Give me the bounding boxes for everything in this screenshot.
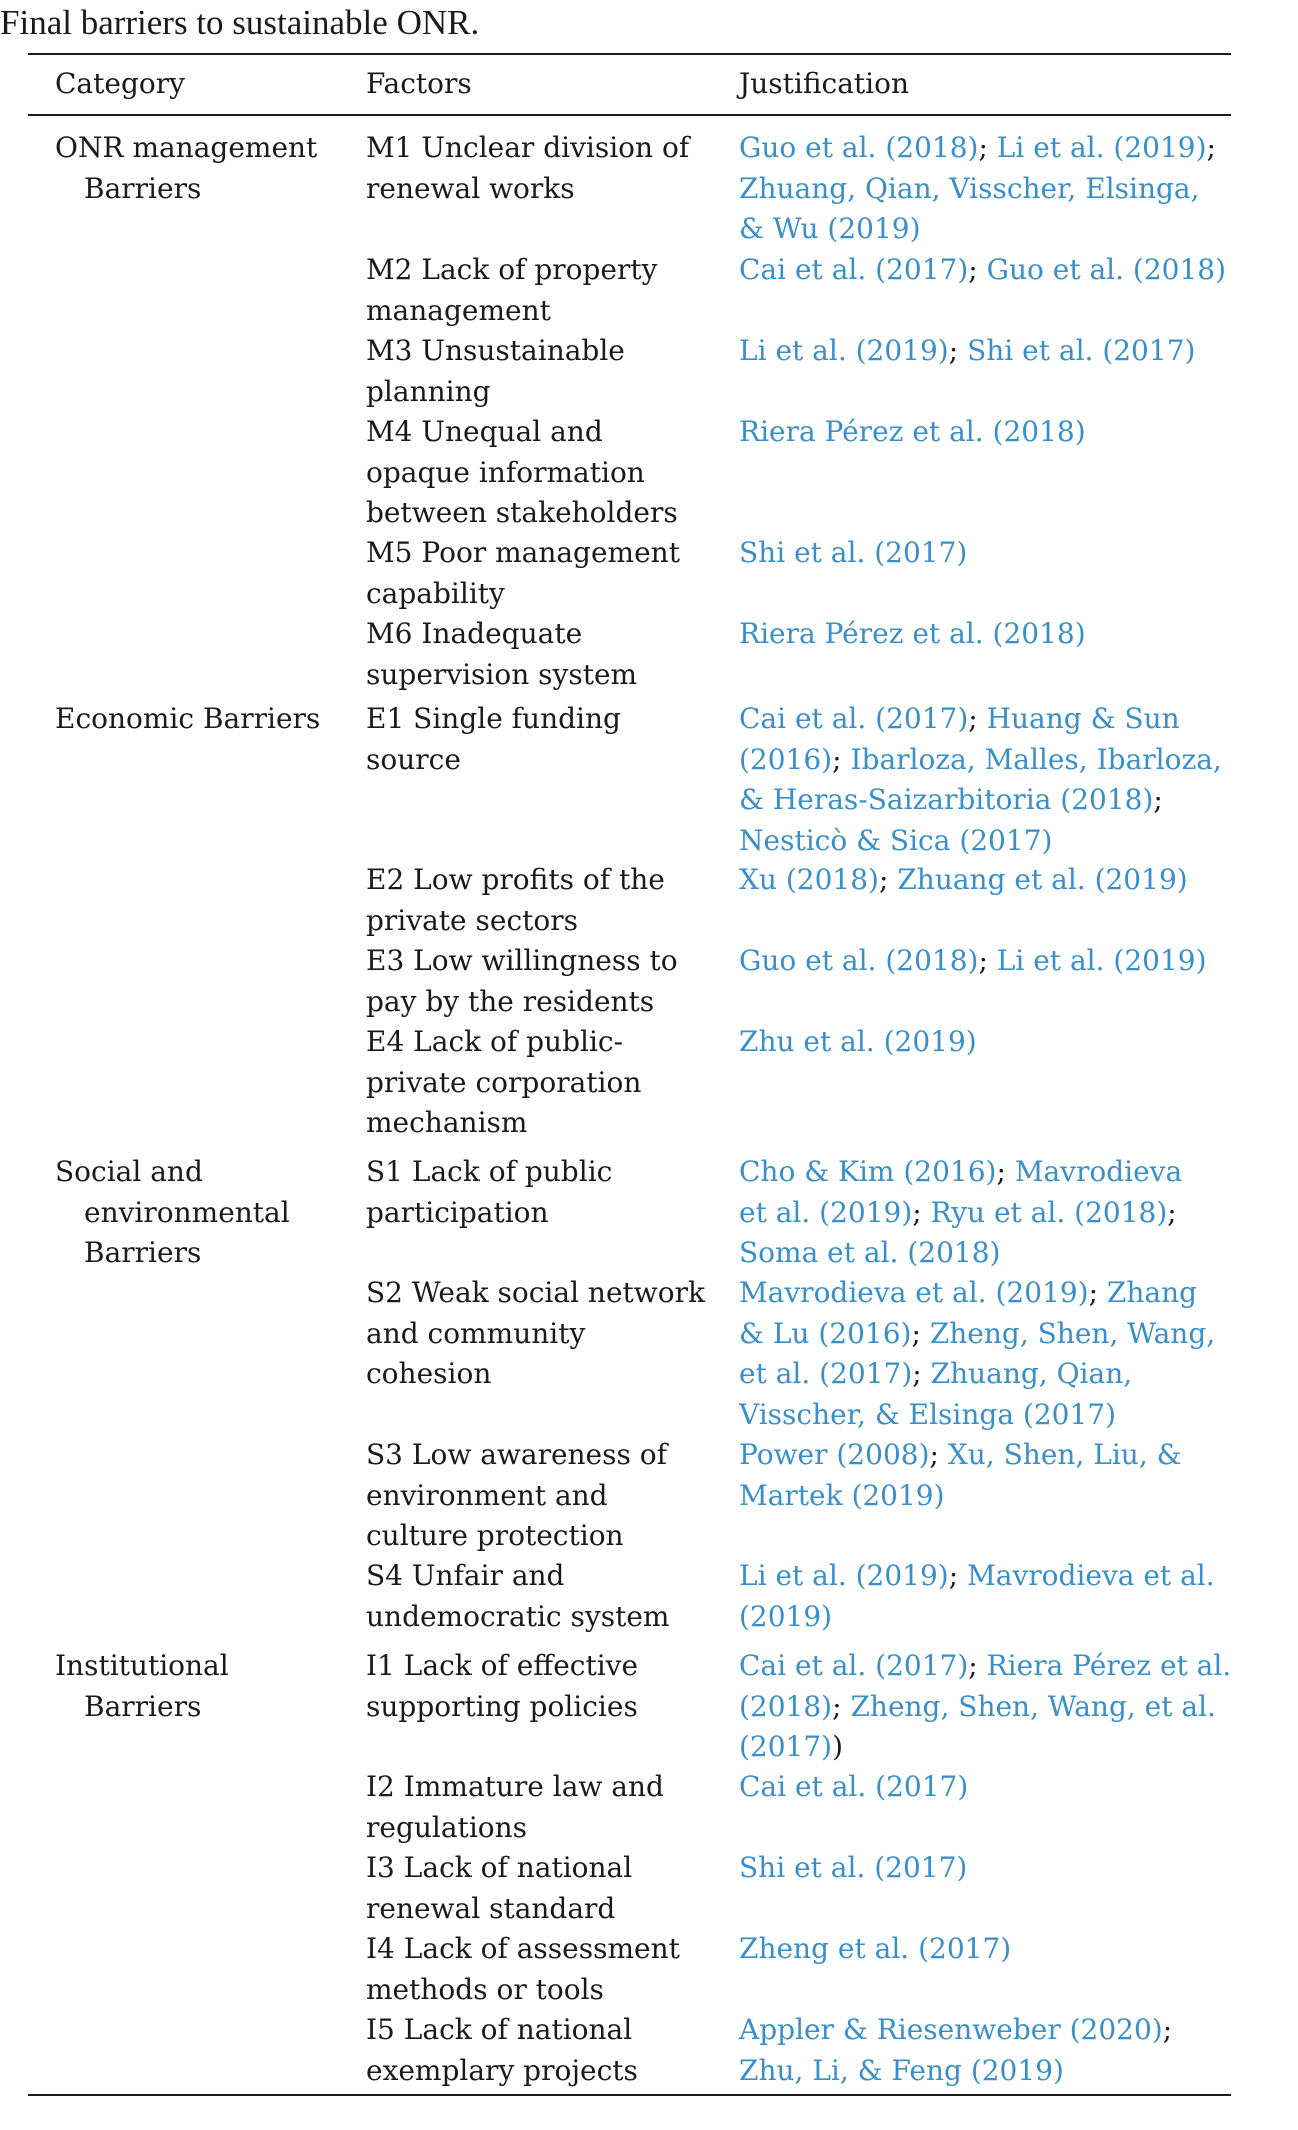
table-caption: Final barriers to sustainable ONR. xyxy=(0,3,480,42)
separator: ; xyxy=(978,944,988,977)
factor-line: environment and xyxy=(366,1478,608,1512)
category-label: Social and xyxy=(55,1155,203,1188)
reference-link[interactable]: Ibarloza, Malles, Ibarloza, xyxy=(850,742,1222,776)
reference-link[interactable]: Cai et al. (2017) xyxy=(739,702,969,735)
justification-s3 xyxy=(739,1435,1239,1516)
factor-i5 xyxy=(366,2010,706,2091)
justification-m1 xyxy=(739,128,1239,250)
reference-link[interactable]: Huang & Sun xyxy=(986,702,1180,735)
category-label: environmental xyxy=(84,1195,290,1229)
separator: ; xyxy=(968,702,978,735)
reference-link[interactable]: Xu, Shen, Liu, & xyxy=(947,1438,1182,1471)
factor-line: M4 Unequal and xyxy=(366,415,603,448)
factor-line: S1 Lack of public xyxy=(366,1155,613,1188)
reference-link[interactable]: (2017) xyxy=(739,1730,833,1764)
factor-s2 xyxy=(366,1273,706,1395)
category-label: Institutional xyxy=(55,1649,229,1682)
factor-e4 xyxy=(366,1022,706,1144)
reference-link[interactable]: Power (2008) xyxy=(739,1438,930,1471)
factor-m4 xyxy=(366,412,706,534)
factor-line: S3 Low awareness of xyxy=(366,1438,667,1471)
factor-i3 xyxy=(366,1848,706,1929)
factor-line: private corporation xyxy=(366,1065,642,1099)
category-label: ONR management xyxy=(55,131,318,164)
factor-line: source xyxy=(366,742,461,776)
factor-line: and community xyxy=(366,1316,586,1350)
reference-link[interactable]: Cai et al. (2017) xyxy=(739,1770,969,1803)
reference-link[interactable]: Zheng, Shen, Wang, xyxy=(929,1316,1216,1350)
separator: ; xyxy=(929,1438,939,1471)
reference-link[interactable]: Li et al. (2019) xyxy=(739,1559,949,1592)
justification-i1 xyxy=(739,1646,1239,1768)
factor-line: E2 Low profits of the xyxy=(366,863,665,896)
factor-line: renewal works xyxy=(366,171,575,205)
factor-line: regulations xyxy=(366,1810,528,1844)
factor-i2 xyxy=(366,1767,706,1848)
factor-m5 xyxy=(366,533,706,614)
reference-link[interactable]: Xu (2018) xyxy=(739,863,879,896)
reference-link[interactable]: Cho & Kim (2016) xyxy=(739,1155,997,1188)
reference-link[interactable]: Riera Pérez et al. xyxy=(986,1649,1232,1682)
reference-link[interactable]: Zhu, Li, & Feng (2019) xyxy=(739,2053,1064,2087)
justification-e1 xyxy=(739,699,1239,862)
justification-i4 xyxy=(739,1929,1239,1970)
separator: ; xyxy=(878,863,889,896)
justification-i5 xyxy=(739,2010,1239,2091)
separator: ; xyxy=(912,1195,922,1229)
separator: ; xyxy=(1162,2013,1173,2046)
separator: ; xyxy=(1153,783,1163,817)
factor-line: private sectors xyxy=(366,903,578,937)
separator: ; xyxy=(1167,1195,1177,1229)
factor-m1 xyxy=(366,128,706,209)
factor-s3 xyxy=(366,1435,706,1557)
factor-line: undemocratic system xyxy=(366,1599,670,1633)
justification-s4 xyxy=(739,1556,1239,1637)
column-header-category: Category xyxy=(55,67,185,100)
reference-link[interactable]: Zhuang et al. (2019) xyxy=(897,863,1188,896)
factor-line: culture protection xyxy=(366,1519,624,1553)
reference-link[interactable]: & Lu (2016) xyxy=(739,1316,912,1350)
reference-link[interactable]: Li et al. (2019) xyxy=(996,944,1207,977)
reference-link[interactable]: Cai et al. (2017) xyxy=(739,1649,969,1682)
factor-line: capability xyxy=(366,576,505,610)
factor-line: S4 Unfair and xyxy=(366,1559,565,1592)
category-social xyxy=(55,1152,355,1274)
reference-link[interactable]: Appler & Riesenweber (2020) xyxy=(739,2013,1163,2046)
justification-m6 xyxy=(739,614,1239,655)
factor-line: pay by the residents xyxy=(366,984,655,1018)
justification-s2 xyxy=(739,1273,1239,1436)
factor-line: I2 Immature law and xyxy=(366,1770,664,1803)
reference-link[interactable]: Shi et al. (2017) xyxy=(967,334,1196,367)
separator: ; xyxy=(948,1559,959,1592)
category-label: Economic Barriers xyxy=(55,702,321,735)
justification-e4 xyxy=(739,1022,1239,1063)
justification-e3 xyxy=(739,941,1239,982)
factor-line: management xyxy=(366,293,551,327)
separator: ; xyxy=(948,334,959,367)
factor-line: cohesion xyxy=(366,1357,492,1391)
category-label: Barriers xyxy=(84,1236,202,1270)
justification-m3 xyxy=(739,331,1239,372)
separator: ) xyxy=(832,1730,844,1764)
reference-link[interactable]: (2019) xyxy=(739,1599,833,1633)
reference-link[interactable]: Li et al. (2019) xyxy=(996,131,1207,164)
reference-link[interactable]: Shi et al. (2017) xyxy=(739,1851,968,1884)
reference-link[interactable]: Guo et al. (2018) xyxy=(739,131,979,164)
reference-link[interactable]: & Heras-Saizarbitoria (2018) xyxy=(739,783,1154,817)
factor-s1 xyxy=(366,1152,706,1233)
reference-link[interactable]: Riera Pérez et al. (2018) xyxy=(739,415,1086,448)
separator: ; xyxy=(978,131,988,164)
justification-m2 xyxy=(739,250,1239,291)
factor-line: participation xyxy=(366,1195,549,1229)
factor-line: between stakeholders xyxy=(366,496,678,530)
reference-link[interactable]: Cai et al. (2017) xyxy=(739,253,969,286)
reference-link[interactable]: Visscher, & Elsinga (2017) xyxy=(739,1398,1117,1432)
category-economic xyxy=(55,699,355,740)
factor-line: planning xyxy=(366,374,491,408)
category-label: Barriers xyxy=(84,171,202,205)
reference-link[interactable]: (2018) xyxy=(739,1689,833,1723)
factor-m2 xyxy=(366,250,706,331)
factor-line: I1 Lack of effective xyxy=(366,1649,639,1682)
category-label: Barriers xyxy=(84,1689,202,1723)
justification-i2 xyxy=(739,1767,1239,1808)
reference-link[interactable]: Zheng, Shen, Wang, et al. xyxy=(850,1689,1216,1723)
factor-line: renewal standard xyxy=(366,1891,616,1925)
reference-link[interactable]: Mavrodieva xyxy=(1014,1155,1183,1188)
factor-line: I5 Lack of national xyxy=(366,2013,633,2046)
reference-link[interactable]: Ryu et al. (2018) xyxy=(930,1195,1168,1229)
reference-link[interactable]: et al. (2017) xyxy=(739,1357,913,1391)
factor-line: methods or tools xyxy=(366,1972,604,2006)
justification-e2 xyxy=(739,860,1239,901)
reference-link[interactable]: et al. (2019) xyxy=(739,1195,913,1229)
reference-link[interactable]: Guo et al. (2018) xyxy=(739,944,979,977)
reference-link[interactable]: Li et al. (2019) xyxy=(739,334,949,367)
factor-line: I4 Lack of assessment xyxy=(366,1932,680,1965)
factor-line: mechanism xyxy=(366,1106,528,1140)
reference-link[interactable]: Mavrodieva et al. xyxy=(967,1559,1215,1592)
reference-link[interactable]: Zhang xyxy=(1106,1276,1198,1309)
factor-line: exemplary projects xyxy=(366,2053,638,2087)
reference-link[interactable]: (2016) xyxy=(739,742,833,776)
reference-link[interactable]: Zhuang, Qian, Visscher, Elsinga, xyxy=(739,171,1200,205)
separator: ; xyxy=(968,1649,978,1682)
reference-link[interactable]: Zhuang, Qian, xyxy=(930,1357,1133,1391)
factor-s4 xyxy=(366,1556,706,1637)
factor-e1 xyxy=(366,699,706,780)
factor-line: E3 Low willingness to xyxy=(366,944,678,977)
justification-i3 xyxy=(739,1848,1239,1889)
separator: ; xyxy=(1206,131,1216,164)
category-management xyxy=(55,128,355,209)
factor-line: M6 Inadequate xyxy=(366,617,583,650)
separator: ; xyxy=(832,1689,842,1723)
factor-e3 xyxy=(366,941,706,1022)
separator: ; xyxy=(996,1155,1006,1188)
factor-line: opaque information xyxy=(366,455,645,489)
column-header-factors: Factors xyxy=(366,67,472,100)
factor-line: M1 Unclear division of xyxy=(366,131,690,164)
factor-i4 xyxy=(366,1929,706,2010)
factor-line: E1 Single funding xyxy=(366,702,621,735)
column-header-justification: Justification xyxy=(739,67,909,100)
separator: ; xyxy=(832,742,842,776)
justification-s1 xyxy=(739,1152,1239,1274)
factor-line: I3 Lack of national xyxy=(366,1851,633,1884)
reference-link[interactable]: Soma et al. (2018) xyxy=(739,1236,1001,1270)
factor-line: E4 Lack of public- xyxy=(366,1025,624,1058)
factor-line: M2 Lack of property xyxy=(366,253,658,286)
factor-i1 xyxy=(366,1646,706,1727)
factor-line: M5 Poor management xyxy=(366,536,680,569)
justification-m5 xyxy=(739,533,1239,574)
separator: ; xyxy=(911,1316,921,1350)
reference-link[interactable]: Riera Pérez et al. (2018) xyxy=(739,617,1086,650)
reference-link[interactable]: Mavrodieva et al. (2019) xyxy=(739,1276,1089,1309)
separator: ; xyxy=(912,1357,922,1391)
reference-link[interactable]: Shi et al. (2017) xyxy=(739,536,968,569)
top-rule xyxy=(28,53,1231,55)
separator: ; xyxy=(1088,1276,1098,1309)
separator: ; xyxy=(968,253,978,286)
factor-m6 xyxy=(366,614,706,695)
reference-link[interactable]: Zhu et al. (2019) xyxy=(739,1025,977,1058)
reference-link[interactable]: Guo et al. (2018) xyxy=(986,253,1227,286)
reference-link[interactable]: Nesticò & Sica (2017) xyxy=(739,824,1053,858)
reference-link[interactable]: Martek (2019) xyxy=(739,1478,945,1512)
header-rule xyxy=(28,114,1231,116)
reference-link[interactable]: & Wu (2019) xyxy=(739,212,921,246)
factor-line: supporting policies xyxy=(366,1689,638,1723)
factor-m3 xyxy=(366,331,706,412)
category-institutional xyxy=(55,1646,355,1727)
factor-line: S2 Weak social network xyxy=(366,1276,705,1309)
justification-m4 xyxy=(739,412,1239,453)
factor-e2 xyxy=(366,860,706,941)
reference-link[interactable]: Zheng et al. (2017) xyxy=(739,1932,1012,1965)
factor-line: M3 Unsustainable xyxy=(366,334,625,367)
factor-line: supervision system xyxy=(366,657,638,691)
bottom-rule xyxy=(28,2094,1231,2096)
